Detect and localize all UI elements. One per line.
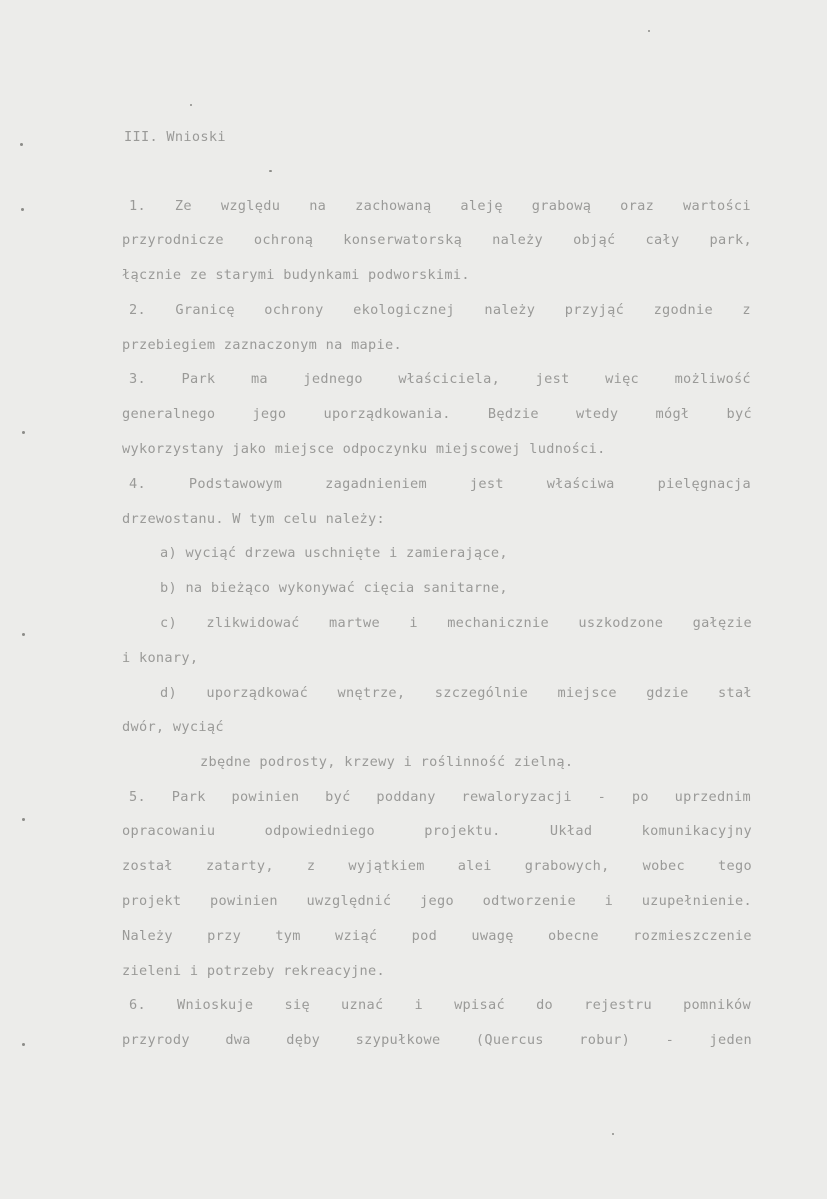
text-line — [122, 857, 752, 875]
word: martwe — [329, 615, 380, 631]
word: powinien — [210, 893, 278, 909]
word: zlikwidować — [206, 615, 300, 631]
word: właściciela, — [398, 371, 501, 387]
list-item — [160, 684, 752, 702]
word: oraz — [620, 198, 655, 214]
word: komunikacyjny — [641, 823, 752, 839]
section-heading: III. Wnioski — [124, 129, 226, 145]
word: park, — [709, 232, 752, 248]
text-line: przebiegiem zaznaczonym na mapie. — [122, 337, 402, 353]
word: zgodnie — [653, 302, 713, 318]
word: projektu. — [424, 823, 501, 839]
word: jego — [252, 406, 287, 422]
word: stał — [718, 685, 752, 701]
word: uprzednim — [674, 789, 751, 805]
word: pomników — [683, 997, 751, 1013]
word: zatarty, — [205, 858, 274, 874]
word: uszkodzone — [578, 615, 664, 631]
word: ma — [250, 371, 268, 387]
word: po — [631, 789, 649, 805]
word: pielęgnacja — [657, 476, 751, 492]
word: miejsce — [557, 685, 617, 701]
word: odtworzenie — [482, 893, 576, 909]
word: zagadnieniem — [325, 476, 427, 492]
list-item: a) wyciąć drzewa uschnięte i zamierające, — [160, 545, 508, 561]
word: objąć — [573, 232, 616, 248]
text-line — [129, 475, 751, 493]
text-line — [122, 892, 752, 910]
word: przyjąć — [564, 302, 625, 318]
text-line — [129, 996, 751, 1014]
word: należy — [484, 302, 536, 318]
word: c) — [160, 615, 177, 631]
word: Należy — [122, 928, 173, 944]
word: projekt — [122, 893, 182, 909]
word: jeden — [709, 1032, 752, 1048]
word: 6. — [129, 997, 146, 1013]
word: 2. — [129, 302, 146, 318]
word: uporządkowania. — [323, 406, 451, 422]
word: uwagę — [471, 928, 514, 944]
word: robur) — [579, 1032, 631, 1048]
word: uwzględnić — [306, 893, 392, 909]
word: jego — [420, 893, 454, 909]
word: obecne — [548, 928, 599, 944]
word: mechanicznie — [447, 615, 549, 631]
text-line — [122, 1031, 752, 1049]
word: wpisać — [454, 997, 505, 1013]
text-line: drzewostanu. W tym celu należy: — [122, 511, 386, 527]
word: z — [742, 302, 751, 318]
word: grabowych, — [524, 858, 610, 874]
word: - — [597, 789, 607, 805]
word: opracowaniu — [122, 823, 216, 839]
word: 5. — [129, 789, 146, 805]
word: ekologicznej — [353, 302, 455, 318]
word: szypułkowe — [355, 1032, 441, 1048]
text-line — [129, 301, 751, 319]
word: aleję — [460, 198, 503, 214]
word: do — [536, 997, 554, 1013]
word: wtedy — [575, 406, 619, 422]
text-line — [122, 822, 752, 840]
word: (Quercus — [475, 1032, 544, 1048]
word: przyrodnicze — [122, 232, 224, 248]
word: ochrony — [264, 302, 324, 318]
word: 4. — [129, 476, 146, 492]
word: wartości — [683, 198, 751, 214]
word: wziąć — [335, 928, 378, 944]
word: poddany — [376, 789, 436, 805]
word: Układ — [549, 823, 593, 839]
word: Park — [181, 371, 216, 387]
word: Granicę — [175, 302, 235, 318]
word: wobec — [642, 858, 686, 874]
text-line — [129, 197, 751, 215]
word: z — [306, 858, 316, 874]
word: przyrody — [122, 1032, 190, 1048]
word: d) — [160, 685, 177, 701]
word: wyjątkiem — [348, 858, 425, 874]
word: - — [665, 1032, 675, 1048]
word: zachowaną — [355, 198, 432, 214]
word: Ze — [174, 198, 192, 214]
word: należy — [492, 232, 544, 248]
word: 3. — [129, 371, 146, 387]
word: 1. — [129, 198, 146, 214]
word: gałęzie — [692, 615, 752, 631]
word: mógł — [655, 406, 690, 422]
text-line — [129, 370, 751, 388]
text-line — [122, 927, 752, 945]
word: pod — [411, 928, 438, 944]
word: uznać — [341, 997, 384, 1013]
text-line: dwór, wyciąć — [122, 719, 224, 735]
word: względu — [220, 198, 281, 214]
text-line — [129, 788, 751, 806]
word: grabową — [531, 198, 592, 214]
word: rewaloryzacji — [461, 789, 572, 805]
word: jest — [535, 371, 570, 387]
word: szczególnie — [434, 685, 529, 701]
word: tego — [718, 858, 752, 874]
word: Park — [171, 789, 206, 805]
word: Podstawowym — [188, 476, 283, 492]
word: dęby — [286, 1032, 321, 1048]
word: ochroną — [253, 232, 314, 248]
list-item — [160, 614, 752, 632]
word: uzupełnienie. — [641, 893, 752, 909]
list-item: b) na bieżąco wykonywać cięcia sanitarne, — [160, 580, 508, 596]
word: Będzie — [487, 406, 539, 422]
word: rozmieszczenie — [633, 928, 752, 944]
word: generalnego — [122, 406, 216, 422]
word: jednego — [303, 371, 363, 387]
word: być — [726, 406, 752, 422]
word: możliwość — [674, 371, 751, 387]
word: gdzie — [646, 685, 689, 701]
word: cały — [645, 232, 680, 248]
word: powinien — [231, 789, 300, 805]
word: alei — [457, 858, 492, 874]
word: i — [409, 615, 418, 631]
word: jest — [469, 476, 504, 492]
word: został — [122, 858, 173, 874]
word: tym — [275, 928, 301, 944]
word: na — [309, 198, 327, 214]
word: rejestru — [584, 997, 652, 1013]
text-line: łącznie ze starymi budynkami podworskimi. — [122, 267, 470, 283]
word: więc — [605, 371, 640, 387]
text-line: zbędne podrosty, krzewy i roślinność zielną. — [200, 754, 574, 770]
text-line: i konary, — [122, 650, 199, 666]
word: i — [604, 893, 614, 909]
word: się — [284, 997, 310, 1013]
word: i — [414, 997, 423, 1013]
word: wnętrze, — [337, 685, 406, 701]
text-line — [122, 405, 752, 423]
word: Wnioskuje — [177, 997, 254, 1013]
word: właściwa — [546, 476, 615, 492]
text-line: zieleni i potrzeby rekreacyjne. — [122, 963, 386, 979]
word: przy — [207, 928, 242, 944]
text-line — [122, 231, 752, 249]
word: dwa — [225, 1032, 251, 1048]
word: być — [325, 789, 351, 805]
word: konserwatorską — [343, 232, 463, 248]
word: odpowiedniego — [264, 823, 375, 839]
text-line: wykorzystany jako miejsce odpoczynku miejscowej ludności. — [122, 441, 606, 457]
word: uporządkować — [206, 685, 309, 701]
